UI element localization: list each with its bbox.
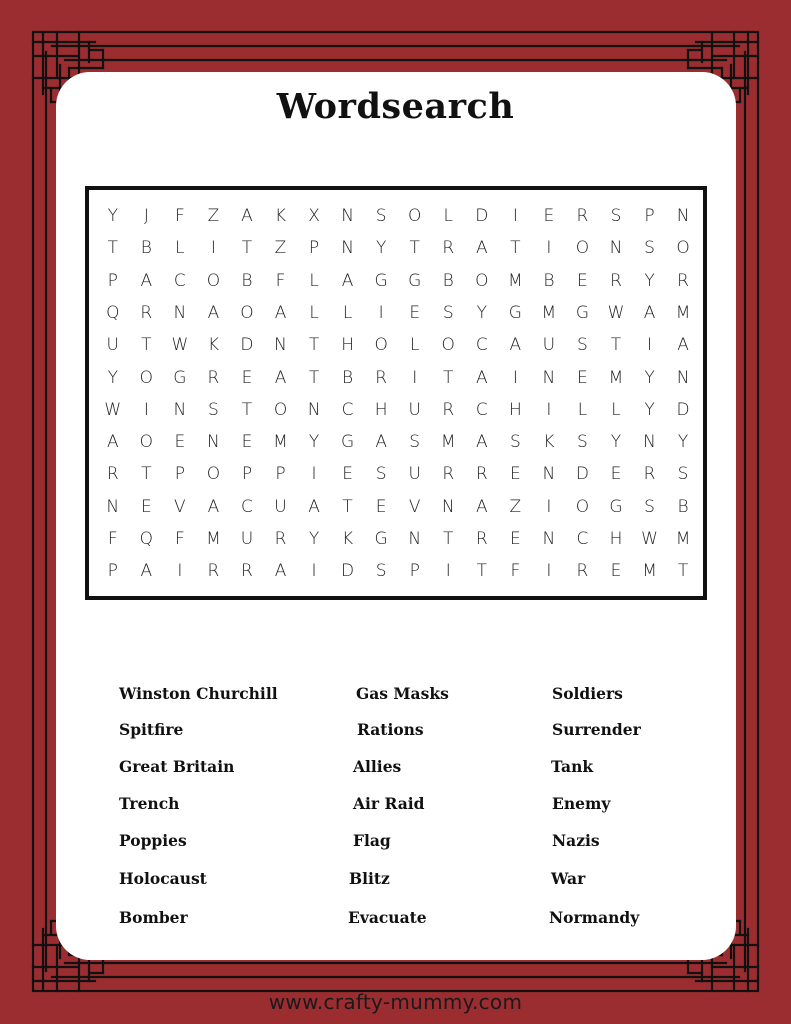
grid-letter: L <box>409 335 420 356</box>
grid-letter: G <box>575 302 590 323</box>
word-item: Rations <box>357 720 424 739</box>
grid-letter: S <box>644 496 655 517</box>
grid-letter: A <box>375 432 387 453</box>
grid-letter: O <box>441 335 455 356</box>
grid-letter: L <box>309 270 319 291</box>
grid-letter: O <box>240 302 254 323</box>
grid-letter: C <box>241 496 253 517</box>
grid-letter: M <box>608 367 624 388</box>
grid-letter: I <box>546 238 552 259</box>
grid-row <box>96 330 700 360</box>
grid-letter: E <box>577 367 588 388</box>
grid-row <box>96 298 700 328</box>
grid-letter: C <box>173 270 186 291</box>
grid-row <box>96 395 700 425</box>
grid-letter: U <box>542 335 556 356</box>
grid-letter: A <box>509 335 522 356</box>
grid-letter: A <box>207 496 220 517</box>
grid-letter: I <box>311 464 317 485</box>
grid-letter: Z <box>274 238 287 259</box>
grid-letter: K <box>207 335 219 356</box>
grid-letter: W <box>171 335 189 356</box>
word-item: Normandy <box>549 908 640 927</box>
grid-letter: N <box>542 464 556 485</box>
grid-letter: S <box>208 399 219 420</box>
grid-letter: G <box>408 270 422 291</box>
grid-letter: P <box>409 561 420 582</box>
grid-letter: Y <box>476 302 487 323</box>
grid-letter: A <box>274 367 287 388</box>
word-item: Enemy <box>552 794 611 813</box>
grid-letter: Y <box>644 367 655 388</box>
grid-letter: P <box>241 464 253 485</box>
grid-letter: R <box>442 399 455 420</box>
grid-letter: U <box>408 399 421 420</box>
grid-letter: E <box>509 529 521 549</box>
grid-letter: A <box>475 238 488 259</box>
grid-letter: T <box>677 561 689 582</box>
word-item: Bomber <box>119 908 188 927</box>
grid-letter: N <box>341 206 354 226</box>
grid-letter: E <box>543 206 555 226</box>
grid-letter: O <box>575 496 590 517</box>
footer-url: www.crafty-mummy.com <box>268 990 523 1014</box>
grid-letter: S <box>442 302 454 323</box>
grid-letter: T <box>241 399 253 420</box>
grid-letter: B <box>342 367 354 388</box>
grid-letter: V <box>174 496 186 517</box>
grid-letter: O <box>139 367 154 388</box>
grid-letter: F <box>275 270 286 291</box>
grid-letter: R <box>442 464 455 485</box>
grid-letter: T <box>610 335 622 356</box>
grid-letter: T <box>409 238 420 259</box>
grid-letter: L <box>577 399 588 420</box>
grid-letter: B <box>677 496 689 517</box>
grid-letter: D <box>676 399 690 420</box>
grid-letter: S <box>409 432 421 453</box>
grid-letter: G <box>374 270 388 291</box>
grid-letter: A <box>475 367 488 388</box>
grid-letter: I <box>378 302 384 323</box>
grid-letter: I <box>311 561 317 582</box>
word-item: Soldiers <box>552 684 623 703</box>
grid-letter: W <box>104 399 122 420</box>
grid-letter: W <box>641 529 658 549</box>
word-item: Evacuate <box>348 908 427 927</box>
grid-letter: E <box>577 270 588 291</box>
grid-letter: N <box>676 206 690 226</box>
grid-letter: H <box>341 335 354 356</box>
grid-letter: B <box>543 270 555 291</box>
grid-letter: W <box>607 302 625 323</box>
grid-letter: R <box>207 367 220 388</box>
grid-letter: P <box>275 464 286 485</box>
grid-letter: L <box>611 399 621 420</box>
grid-letter: H <box>508 399 522 420</box>
grid-letter: R <box>643 464 656 485</box>
grid-letter: G <box>609 496 623 517</box>
grid-letter: I <box>647 335 653 356</box>
grid-letter: U <box>240 529 254 549</box>
grid-letter: Y <box>677 432 689 453</box>
grid-letter: J <box>143 206 149 226</box>
grid-letter: C <box>475 335 488 356</box>
grid-letter: N <box>441 496 455 517</box>
grid-letter: M <box>675 529 691 549</box>
grid-letter: C <box>475 399 488 420</box>
grid-letter: L <box>443 206 453 226</box>
grid-letter: M <box>675 302 691 323</box>
grid-letter: N <box>207 432 220 453</box>
grid-letter: A <box>140 561 153 582</box>
grid-letter: N <box>341 238 354 259</box>
grid-letter: Z <box>207 206 220 226</box>
grid-letter: K <box>274 206 287 226</box>
word-item: Great Britain <box>119 757 235 776</box>
grid-letter: R <box>140 302 153 323</box>
grid-letter: N <box>676 367 690 388</box>
grid-letter: I <box>512 206 518 226</box>
grid-letter: T <box>107 238 118 259</box>
grid-letter: T <box>308 367 320 388</box>
grid-letter: G <box>508 302 522 323</box>
grid-letter: T <box>510 238 521 259</box>
grid-letter: O <box>374 335 388 356</box>
grid-letter: R <box>576 206 589 226</box>
grid-row <box>96 363 700 393</box>
grid-letter: N <box>609 238 623 259</box>
grid-letter: P <box>107 561 118 582</box>
grid-letter: R <box>576 561 589 582</box>
grid-letter: O <box>206 464 221 485</box>
grid-letter: E <box>610 464 622 485</box>
word-item: Allies <box>353 757 402 776</box>
grid-letter: T <box>443 529 454 549</box>
grid-letter: V <box>408 496 421 517</box>
word-item: War <box>551 869 586 888</box>
grid-letter: T <box>476 561 487 582</box>
grid-letter: S <box>509 432 521 453</box>
grid-letter: Z <box>509 496 522 517</box>
word-item: Poppies <box>119 831 187 850</box>
word-item: Air Raid <box>353 794 425 813</box>
grid-letter: O <box>273 399 288 420</box>
grid-row <box>96 556 700 586</box>
grid-letter: R <box>106 464 119 485</box>
grid-letter: O <box>408 206 422 226</box>
grid-letter: N <box>408 529 422 549</box>
grid-letter: A <box>140 270 153 291</box>
grid-letter: N <box>542 367 556 388</box>
grid-letter: N <box>542 529 556 549</box>
grid-letter: X <box>308 206 320 226</box>
grid-letter: U <box>274 496 287 517</box>
grid-letter: E <box>342 464 353 485</box>
grid-letter: L <box>342 302 353 323</box>
grid-letter: M <box>206 529 221 549</box>
grid-letter: G <box>173 367 187 388</box>
grid-letter: A <box>274 561 287 582</box>
grid-letter: I <box>143 399 149 420</box>
grid-letter: O <box>676 238 690 259</box>
grid-letter: R <box>677 270 689 291</box>
grid-letter: M <box>541 302 557 323</box>
grid-letter: N <box>173 302 187 323</box>
grid-row <box>96 233 700 263</box>
grid-letter: A <box>308 496 320 517</box>
word-item: Spitfire <box>119 720 184 739</box>
grid-letter: T <box>342 496 353 517</box>
grid-letter: M <box>642 561 657 582</box>
grid-row <box>96 459 700 489</box>
grid-letter: C <box>341 399 354 420</box>
grid-letter: P <box>107 270 118 291</box>
grid-letter: Y <box>308 432 320 453</box>
word-item: Trench <box>119 794 180 813</box>
grid-letter: T <box>241 238 253 259</box>
grid-letter: Y <box>375 238 387 259</box>
grid-letter: N <box>106 496 120 517</box>
grid-letter: N <box>274 335 287 356</box>
grid-row <box>96 492 700 522</box>
grid-letter: B <box>140 238 152 259</box>
grid-letter: A <box>106 432 119 453</box>
grid-letter: Y <box>644 399 655 420</box>
grid-letter: R <box>475 529 488 549</box>
grid-letter: S <box>577 432 588 453</box>
grid-letter: O <box>475 270 489 291</box>
grid-letter: E <box>241 367 253 388</box>
grid-letter: A <box>475 432 488 453</box>
grid-letter: H <box>609 529 623 549</box>
grid-letter: D <box>341 561 355 582</box>
grid-letter: R <box>475 464 488 485</box>
grid-letter: N <box>307 399 321 420</box>
grid-letter: S <box>375 464 387 485</box>
word-item: Blitz <box>349 869 390 888</box>
word-item: Surrender <box>552 720 641 739</box>
grid-letter: A <box>677 335 689 356</box>
grid-letter: F <box>174 529 185 549</box>
grid-letter: I <box>177 561 183 582</box>
word-item: Winston Churchill <box>119 684 278 703</box>
word-item: Flag <box>353 831 391 850</box>
grid-letter: D <box>475 206 489 226</box>
grid-letter: R <box>207 561 220 582</box>
grid-letter: A <box>341 270 354 291</box>
grid-letter: Q <box>106 302 120 323</box>
word-item: Tank <box>551 757 594 776</box>
grid-letter: R <box>274 529 287 549</box>
grid-row <box>96 427 700 457</box>
grid-letter: P <box>308 238 320 259</box>
grid-letter: M <box>508 270 523 291</box>
grid-letter: F <box>107 529 118 549</box>
grid-letter: R <box>375 367 388 388</box>
grid-letter: E <box>409 302 421 323</box>
grid-letter: E <box>509 464 521 485</box>
grid-letter: D <box>240 335 254 356</box>
grid-letter: S <box>644 238 655 259</box>
grid-letter: E <box>610 561 622 582</box>
grid-letter: M <box>440 432 456 453</box>
grid-letter: G <box>374 529 388 549</box>
grid-letter: S <box>677 464 689 485</box>
word-item: Gas Masks <box>356 684 449 703</box>
grid-letter: O <box>139 432 154 453</box>
grid-letter: E <box>241 432 253 453</box>
grid-letter: S <box>610 206 622 226</box>
grid-letter: P <box>174 464 185 485</box>
grid-letter: F <box>510 561 521 582</box>
grid-row <box>96 266 700 296</box>
grid-letter: I <box>546 496 552 517</box>
grid-letter: I <box>546 561 552 582</box>
grid-letter: G <box>341 432 355 453</box>
grid-row <box>96 524 700 554</box>
grid-letter: L <box>309 302 319 323</box>
grid-letter: E <box>140 496 152 517</box>
grid-letter: U <box>408 464 421 485</box>
grid-letter: S <box>375 561 387 582</box>
grid-letter: I <box>412 367 418 388</box>
grid-letter: L <box>175 238 185 259</box>
grid-letter: C <box>576 529 589 549</box>
grid-letter: N <box>643 432 656 453</box>
grid-letter: O <box>575 238 590 259</box>
grid-letter: Y <box>610 432 622 453</box>
grid-letter: A <box>241 206 253 226</box>
grid-letter: T <box>308 335 320 356</box>
grid-letter: T <box>443 367 454 388</box>
grid-letter: B <box>241 270 253 291</box>
grid-letter: A <box>207 302 220 323</box>
grid-letter: R <box>610 270 622 291</box>
grid-letter: H <box>374 399 388 420</box>
grid-letter: Q <box>139 529 154 549</box>
grid-letter: T <box>141 335 152 356</box>
grid-letter: A <box>475 496 488 517</box>
grid-letter: P <box>644 206 655 226</box>
grid-letter: R <box>241 561 253 582</box>
grid-letter: O <box>206 270 221 291</box>
grid-letter: R <box>442 238 455 259</box>
grid-letter: I <box>210 238 216 259</box>
grid-letter: U <box>106 335 119 356</box>
grid-letter: Y <box>107 367 118 388</box>
grid-row <box>96 201 700 231</box>
grid-letter: N <box>173 399 187 420</box>
grid-letter: K <box>342 529 354 549</box>
grid-letter: M <box>273 432 288 453</box>
grid-letter: K <box>543 432 555 453</box>
grid-letter: Y <box>308 529 320 549</box>
grid-letter: S <box>375 206 387 226</box>
page-title: Wordsearch <box>276 86 515 127</box>
grid-letter: E <box>174 432 186 453</box>
grid-letter: A <box>274 302 287 323</box>
grid-letter: T <box>141 464 152 485</box>
grid-letter: E <box>375 496 387 517</box>
grid-letter: Y <box>644 270 655 291</box>
grid-letter: S <box>577 335 588 356</box>
grid-letter: I <box>512 367 518 388</box>
letter-grid <box>85 186 707 600</box>
grid-letter: F <box>174 206 185 226</box>
grid-letter: A <box>643 302 656 323</box>
grid-letter: I <box>445 561 451 582</box>
grid-letter: B <box>442 270 454 291</box>
word-item: Nazis <box>552 831 600 850</box>
grid-letter: D <box>575 464 589 485</box>
word-item: Holocaust <box>119 869 207 888</box>
grid-letter: I <box>546 399 552 420</box>
grid-letter: Y <box>107 206 118 226</box>
